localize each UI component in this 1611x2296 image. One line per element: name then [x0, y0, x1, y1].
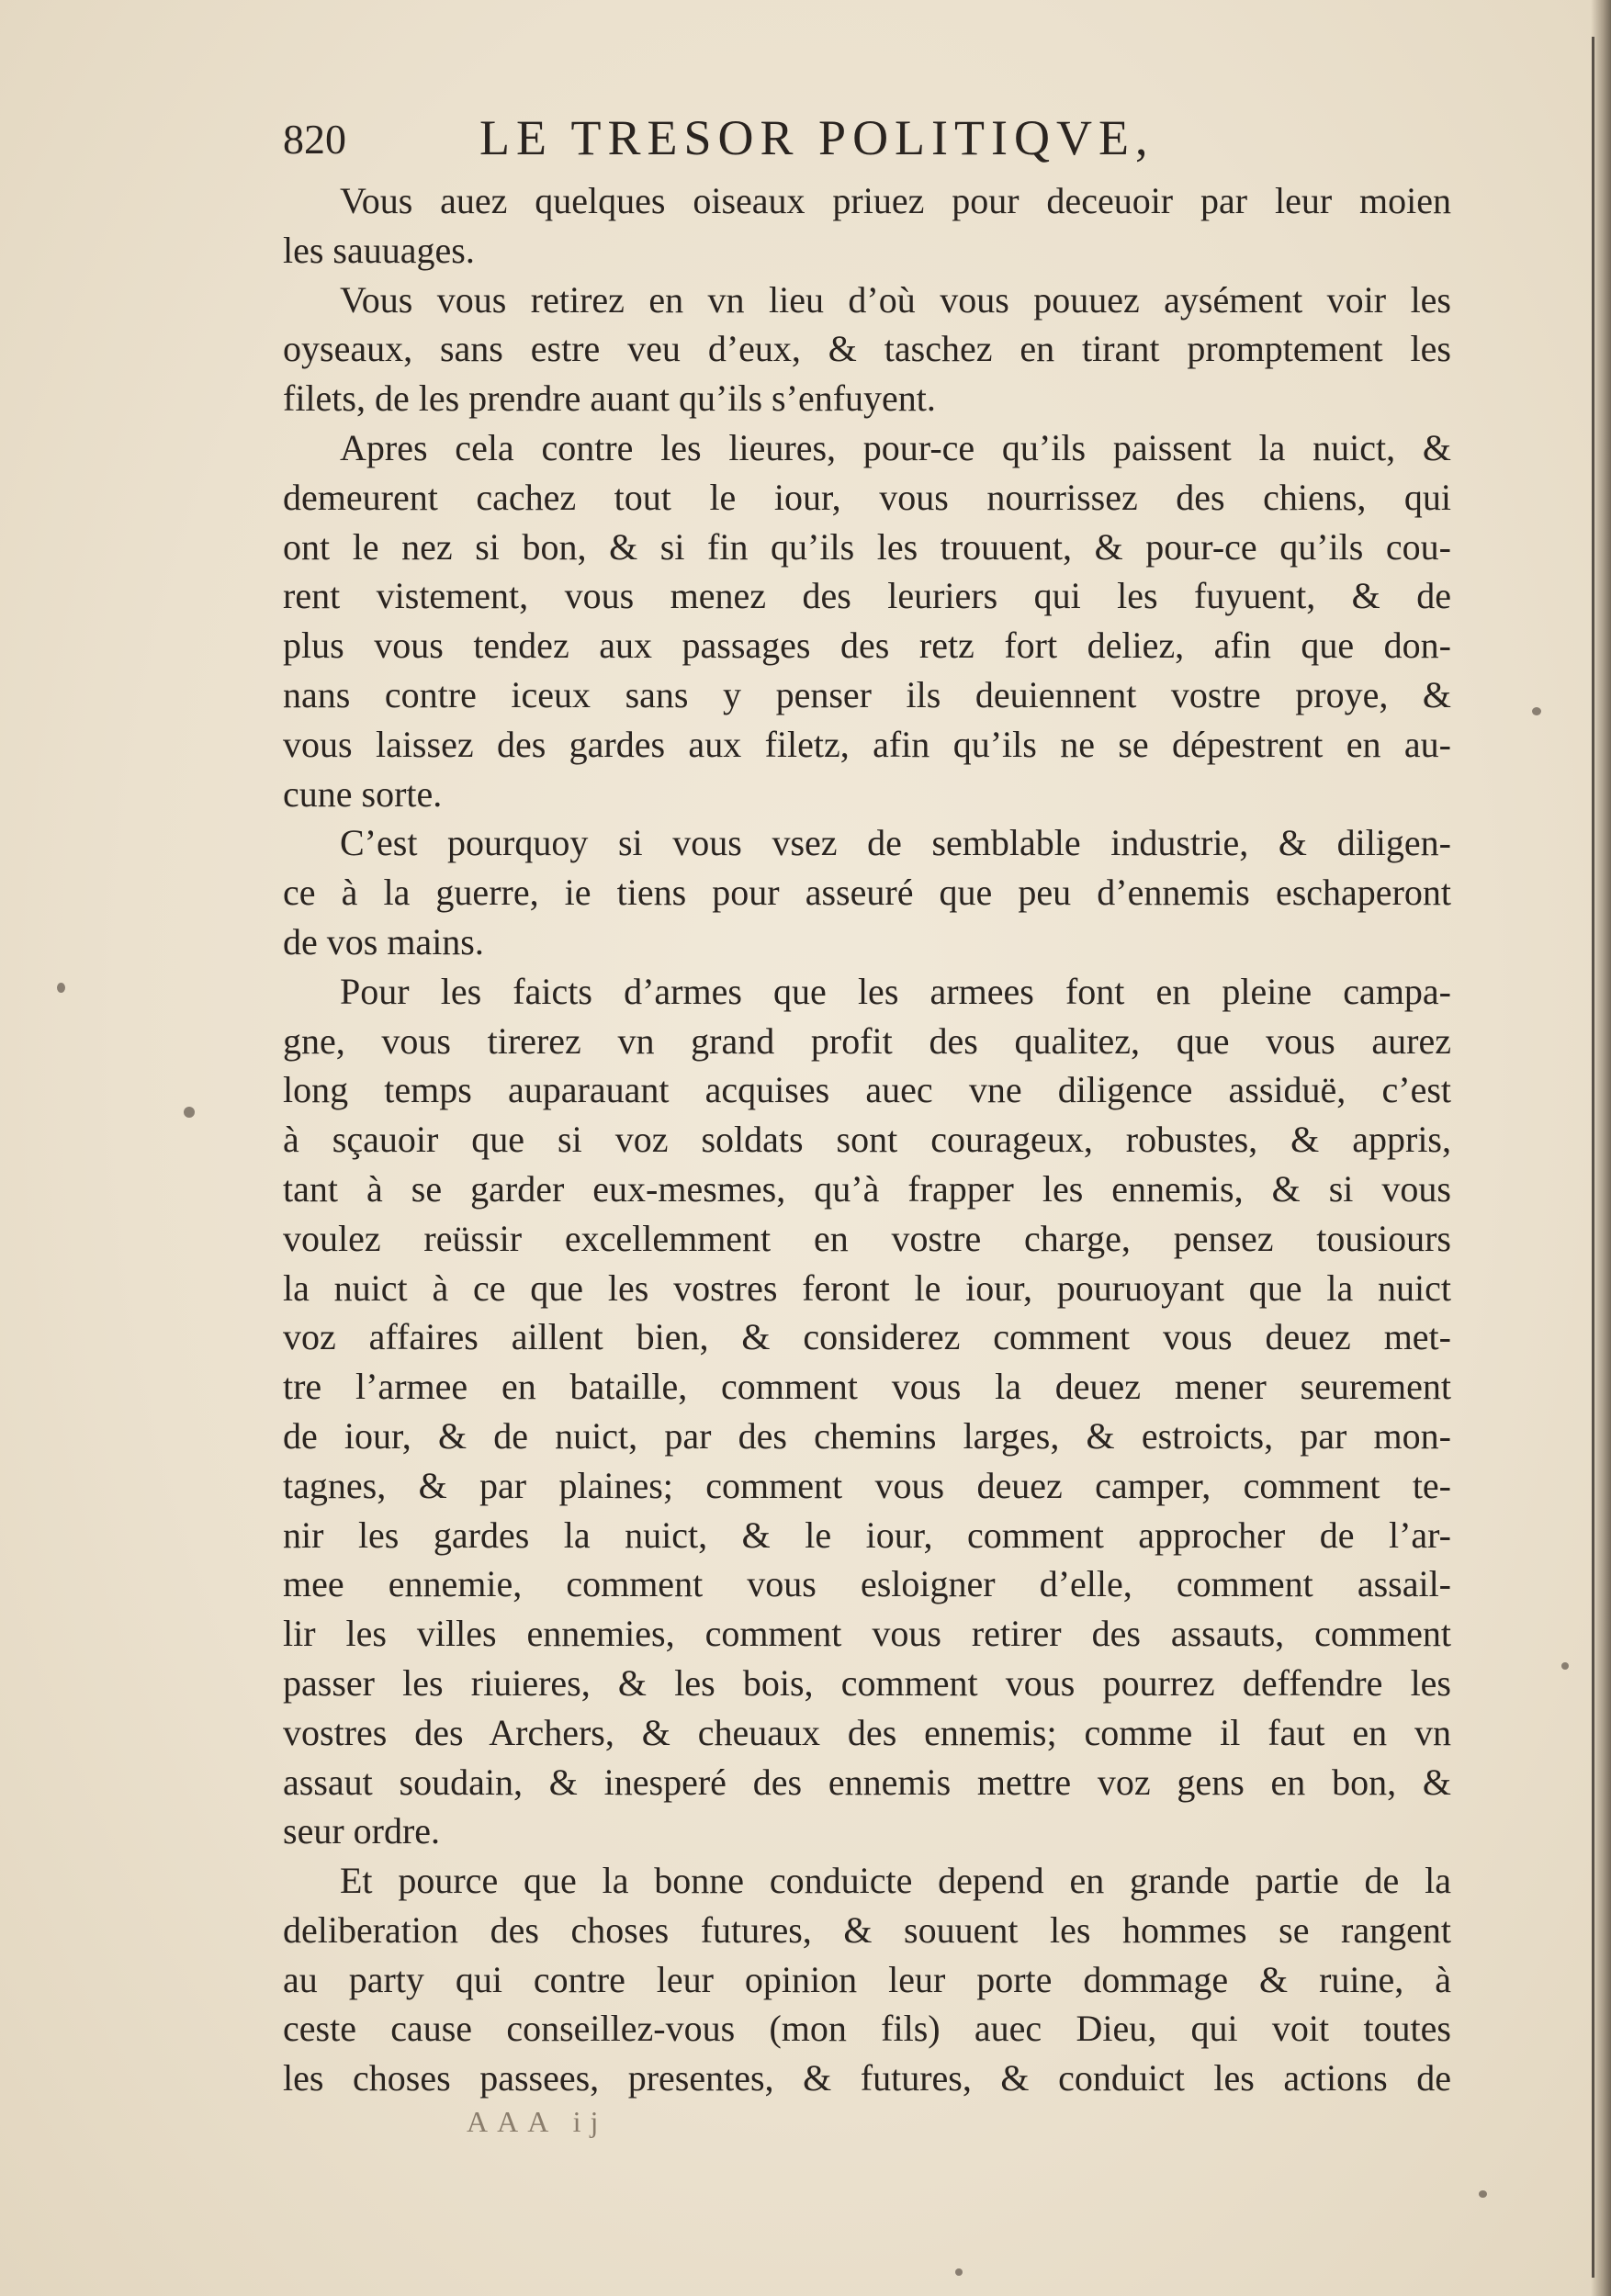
page-number: 820: [283, 116, 346, 163]
ink-speck: [1479, 2190, 1487, 2198]
text-line: tant à se garder eux-mesmes, qu’à frapper les ennemis, & si vous: [283, 1167, 1451, 1210]
text-line: long temps auparauant acquises auec vne diligence assiduë, c’est: [283, 1069, 1451, 1111]
text-line: filets, de les prendre auant qu’ils s’enfuyent.: [283, 377, 936, 420]
text-line: gne, vous tirerez vn grand profit des qualitez, que vous aurez: [283, 1019, 1451, 1062]
text-line: tagnes, & par plaines; comment vous deuez camper, comment te-: [283, 1464, 1451, 1506]
text-line: tre l’armee en bataille, comment vous la deuez mener seurement: [283, 1366, 1451, 1408]
text-line: voulez reüssir excellemment en vostre charge, pensez tousiours: [283, 1217, 1451, 1259]
text-line: ce à la guerre, ie tiens pour asseuré que peu d’ennemis eschaperont: [283, 872, 1451, 914]
text-line: assaut soudain, & inesperé des ennemis mettre voz gens en bon, &: [283, 1761, 1451, 1803]
text-line: mee ennemie, comment vous esloigner d’elle, comment assail-: [283, 1563, 1451, 1605]
text-line: lir les villes ennemies, comment vous retirer des assauts, comment: [283, 1613, 1451, 1655]
text-line: nans contre iceux sans y penser ils deuiennent vostre proye, &: [283, 673, 1451, 715]
text-line: de iour, & de nuict, par des chemins larges, & estroicts, par mon-: [283, 1414, 1451, 1457]
body-text: [283, 176, 1451, 2140]
text-line: voz affaires aillent bien, & considerez comment vous deuez met-: [283, 1316, 1451, 1358]
text-line: au party qui contre leur opinion leur porte dommage & ruine, à: [283, 1958, 1451, 2000]
text-line: vostres des Archers, & cheuaux des ennemis; comme il faut en vn: [283, 1711, 1451, 1753]
text-line: vous laissez des gardes aux filetz, afin qu’ils ne se dépestrent en au-: [283, 723, 1451, 765]
text-line: C’est pourquoy si vous vsez de semblable industrie, & diligen-: [340, 822, 1451, 864]
text-line: Vous auez quelques oiseaux priuez pour deceuoir par leur moien: [340, 180, 1451, 221]
text-line: ceste cause conseillez-vous (mon fils) auec Dieu, qui voit toutes: [283, 2008, 1451, 2050]
text-line: rent vistement, vous menez des leuriers qui les fuyuent, & de: [283, 575, 1451, 617]
ink-speck: [184, 1107, 195, 1118]
text-line: plus vous tendez aux passages des retz fort deliez, afin que don-: [283, 625, 1451, 667]
text-line: oyseaux, sans estre veu d’eux, & taschez en tirant promptement les: [283, 328, 1451, 370]
catchword: AAA ij: [467, 2105, 608, 2139]
text-line: Apres cela contre les lieures, pour-ce qu’ils paissent la nuict, &: [340, 426, 1451, 468]
text-line: la nuict à ce que les vostres feront le iour, pouruoyant que la nuict: [283, 1266, 1451, 1309]
text-line: Vous vous retirez en vn lieu d’où vous pouuez aysément voir les: [340, 278, 1451, 321]
text-line: Pour les faicts d’armes que les armees font en pleine campa-: [340, 970, 1451, 1012]
ink-speck: [1561, 1662, 1569, 1670]
text-line: passer les riuieres, & les bois, comment vous pourrez deffendre les: [283, 1661, 1451, 1704]
text-line: cune sorte.: [283, 772, 443, 815]
text-line: de vos mains.: [283, 920, 484, 962]
page-edge-rule: [1592, 37, 1594, 2278]
running-title: LE TRESOR POLITIQVE,: [479, 110, 1155, 165]
text-line: seur ordre.: [283, 1810, 441, 1852]
text-line: demeurent cachez tout le iour, vous nourrissez des chiens, qui: [283, 476, 1451, 518]
text-line: Et pource que la bonne conduicte depend en grande partie de la: [340, 1860, 1451, 1902]
ink-speck: [1532, 707, 1541, 715]
ink-speck: [955, 2268, 963, 2276]
ink-speck: [57, 983, 65, 993]
text-line: ont le nez si bon, & si fin qu’ils les trouuent, & pour-ce qu’ils cou-: [283, 525, 1451, 568]
text-line: les sauuages.: [283, 229, 475, 271]
text-line: nir les gardes la nuict, & le iour, comment approcher de l’ar-: [283, 1514, 1451, 1556]
text-line: à sçauoir que si voz soldats sont courageux, robustes, & appris,: [283, 1119, 1451, 1161]
text-line: deliberation des choses futures, & souuent les hommes se rangent: [283, 1908, 1451, 1951]
page-header: [283, 108, 1348, 174]
text-line: les choses passees, presentes, & futures, & conduict les actions de: [283, 2057, 1451, 2099]
